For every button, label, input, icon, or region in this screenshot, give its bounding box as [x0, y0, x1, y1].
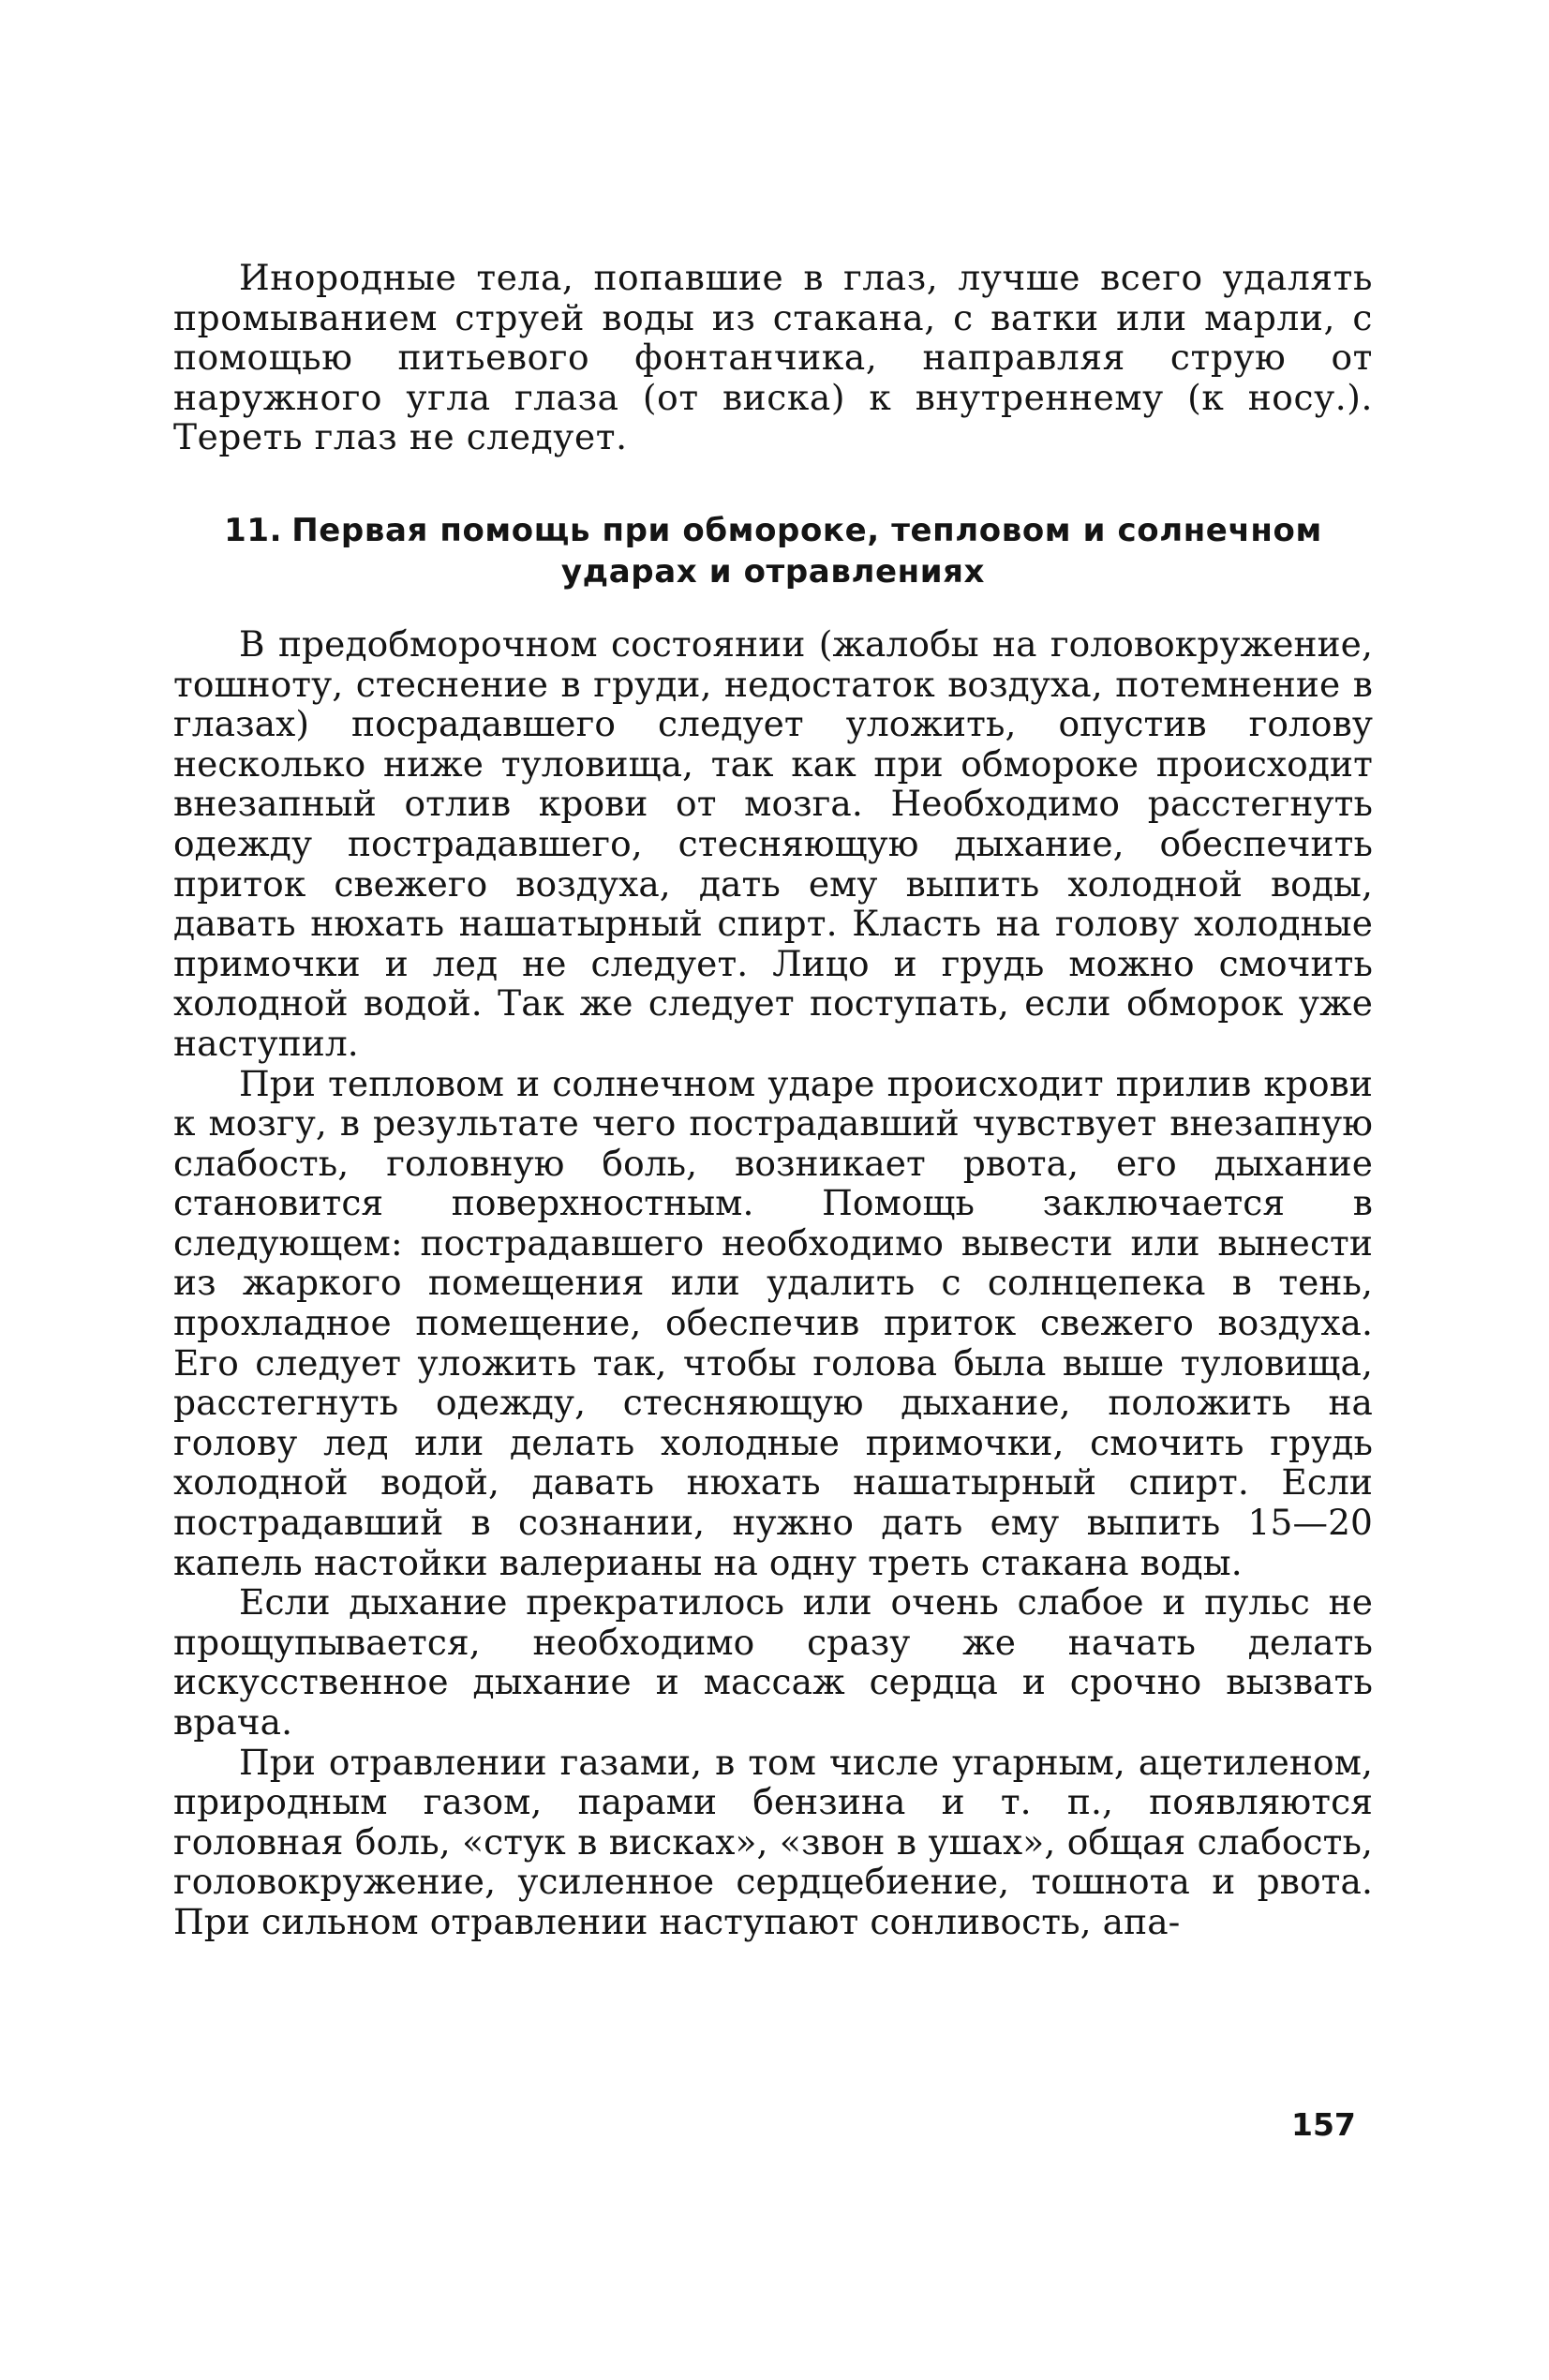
- section-title-line-2: ударах и отравлениях: [560, 552, 986, 591]
- paragraph-fainting: В предобморочном состоянии (жалобы на головокружение, тошноту, стеснение в груди, недостаток воздуха, потемнение в глазах) посрадавшего следует уложить, опустив голову несколько ниже туловища, так как при обмороке происходит внезапный отлив крови от мозга. Необходимо расстегнуть одежду пострадавшего, стесняющую дыхание, обеспечить приток свежего воздуха, дать ему выпить холодной воды, давать нюхать нашатырный спирт. Класть на голову холодные примочки и лед не следует. Лицо и грудь можно смочить холодной водой. Так же следует поступать, если обморок уже наступил.: [173, 622, 1373, 1064]
- section-heading-line-1: [173, 510, 1373, 551]
- section-number: 11.: [224, 511, 283, 549]
- paragraph-breathing-stopped: Если дыхание прекратилось или очень слабое и пульс не прощупывается, необходимо сразу же начать делать искусственное дыхание и массаж сердца и срочно вызвать врача.: [173, 1581, 1373, 1743]
- paragraph-heat-stroke: При тепловом и солнечном ударе происходит прилив крови к мозгу, в результате чего пострадавший чувствует внезапную слабость, головную боль, возникает рвота, его дыхание становится поверхностным. Помощь заключается в следующем: пострадавшего необходимо вывести или вынести из жаркого помещения или удалить с солнцепека в тень, прохладное помещение, обеспечив приток свежего воздуха. Его следует уложить так, чтобы голова была выше туловища, расстегнуть одежду, стесняющую дыхание, положить на голову лед или делать холодные примочки, смочить грудь холодной водой, давать нюхать нашатырный спирт. Если пострадавший в сознании, нужно дать ему выпить 15—20 капель настойки валерианы на одну треть стакана воды.: [173, 1062, 1373, 1583]
- page-body: [173, 258, 1373, 1942]
- paragraph-gas-poisoning: При отравлении газами, в том числе угарным, ацетиленом, природным газом, парами бензина и т. п., появляются головная боль, «стук в висках», «звон в ушах», общая слабость, головокружение, усиленное сердцебиение, тошнота и рвота. При сильном отравлении наступают сонливость, апа-: [173, 1741, 1373, 1942]
- page-number: 157: [1291, 2106, 1356, 2143]
- section-heading: [173, 510, 1373, 592]
- intro-paragraph: Инородные тела, попавшие в глаз, лучше всего удалять промыванием струей воды из стакана, с ватки или марли, с помощью питьевого фонтанчика, направляя струю от наружного угла глаза (от виска) к внутреннему (к носу.). Тереть глаз не следует.: [173, 257, 1373, 458]
- section-title-line-1: Первая помощь при обмороке, тепловом и солнечном: [291, 511, 1322, 549]
